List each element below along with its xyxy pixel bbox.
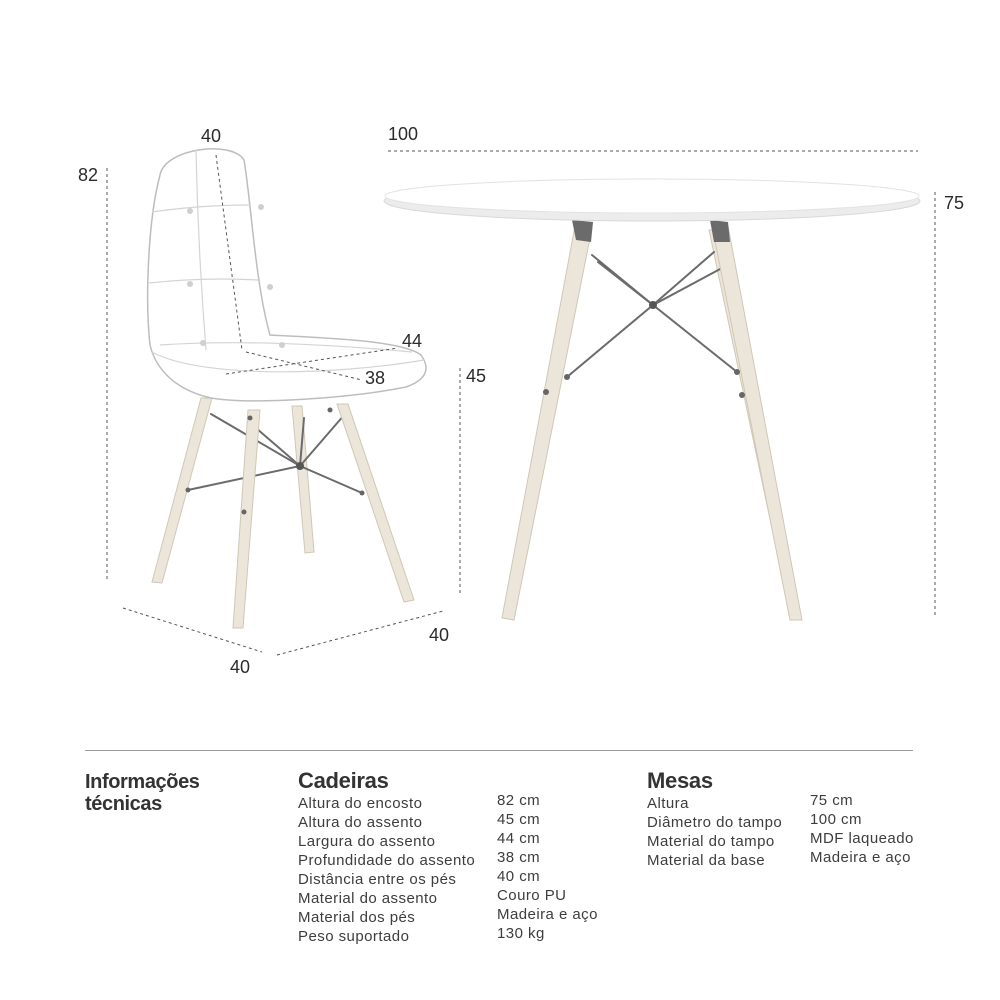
dimension-line-base-right [277,611,443,655]
dimension-label-backrest-width: 40 [201,126,222,146]
spec-label: Peso suportado [298,928,410,945]
chair-dowel [186,488,191,493]
info-heading-line2: técnicas [85,793,162,815]
chair-button [267,284,273,290]
dimension-label-table-diameter: 100 [388,124,419,144]
spec-value: 100 cm [810,811,862,828]
chair-button [200,340,206,346]
spec-value: MDF laqueado [810,830,914,847]
chair-shell [148,149,426,401]
spec-label: Distância entre os pés [298,871,457,888]
chair-dowel [242,510,247,515]
spec-value: 40 cm [497,868,541,885]
chair-dowel [360,491,365,496]
chairs-title: Cadeiras [298,768,389,793]
spec-value: Madeira e aço [497,906,598,923]
tables-title: Mesas [647,768,713,793]
spec-label: Material da base [647,852,766,869]
spec-label: Altura do assento [298,814,423,831]
dimension-label-table-height: 75 [944,193,965,213]
table-dowel [564,374,570,380]
chair-button [258,204,264,210]
chair-dowel [248,416,253,421]
spec-label: Material dos pés [298,909,416,926]
section-divider [85,750,913,751]
table-drawing [384,179,920,620]
chair-brace-joint [296,462,304,470]
table-brace [567,252,714,377]
chair-button [187,208,193,214]
spec-label: Altura do encosto [298,795,423,812]
dimension-label-base-depth: 40 [429,625,450,645]
table-dowel [739,392,745,398]
dimension-label-seat-depth: 38 [365,368,386,388]
spec-label: Profundidade do assento [298,852,476,869]
chair-button [279,342,285,348]
spec-label: Material do assento [298,890,438,907]
info-heading-line1: Informações [85,771,200,793]
chair-leg-front-left [233,410,260,628]
dimension-label-chair-height: 82 [78,165,99,185]
table-brace-joint [649,301,657,309]
spec-value: 82 cm [497,792,541,809]
chair-dowel [328,408,333,413]
spec-value: 38 cm [497,849,541,866]
table-dowel [734,369,740,375]
spec-value: 45 cm [497,811,541,828]
spec-label: Diâmetro do tampo [647,814,783,831]
table-leg-front-right [712,226,802,620]
spec-value: 130 kg [497,925,545,942]
dimension-label-seat-height: 45 [466,366,487,386]
spec-value: 75 cm [810,792,854,809]
spec-label: Largura do assento [298,833,436,850]
chair-leg-back-left [152,398,212,583]
chair-leg-front-right [337,404,414,602]
spec-label: Altura [647,795,689,812]
table-dowel [543,389,549,395]
table-leg-front-left [502,226,592,620]
chair-brace [188,414,345,490]
spec-value: Couro PU [497,887,567,904]
spec-value: 44 cm [497,830,541,847]
spec-label: Material do tampo [647,833,775,850]
chair-button [187,281,193,287]
chair-drawing [148,149,426,628]
dimension-label-seat-width: 44 [402,331,423,351]
dimension-label-base-width: 40 [230,657,251,677]
spec-value: Madeira e aço [810,849,911,866]
table-top [385,179,919,213]
